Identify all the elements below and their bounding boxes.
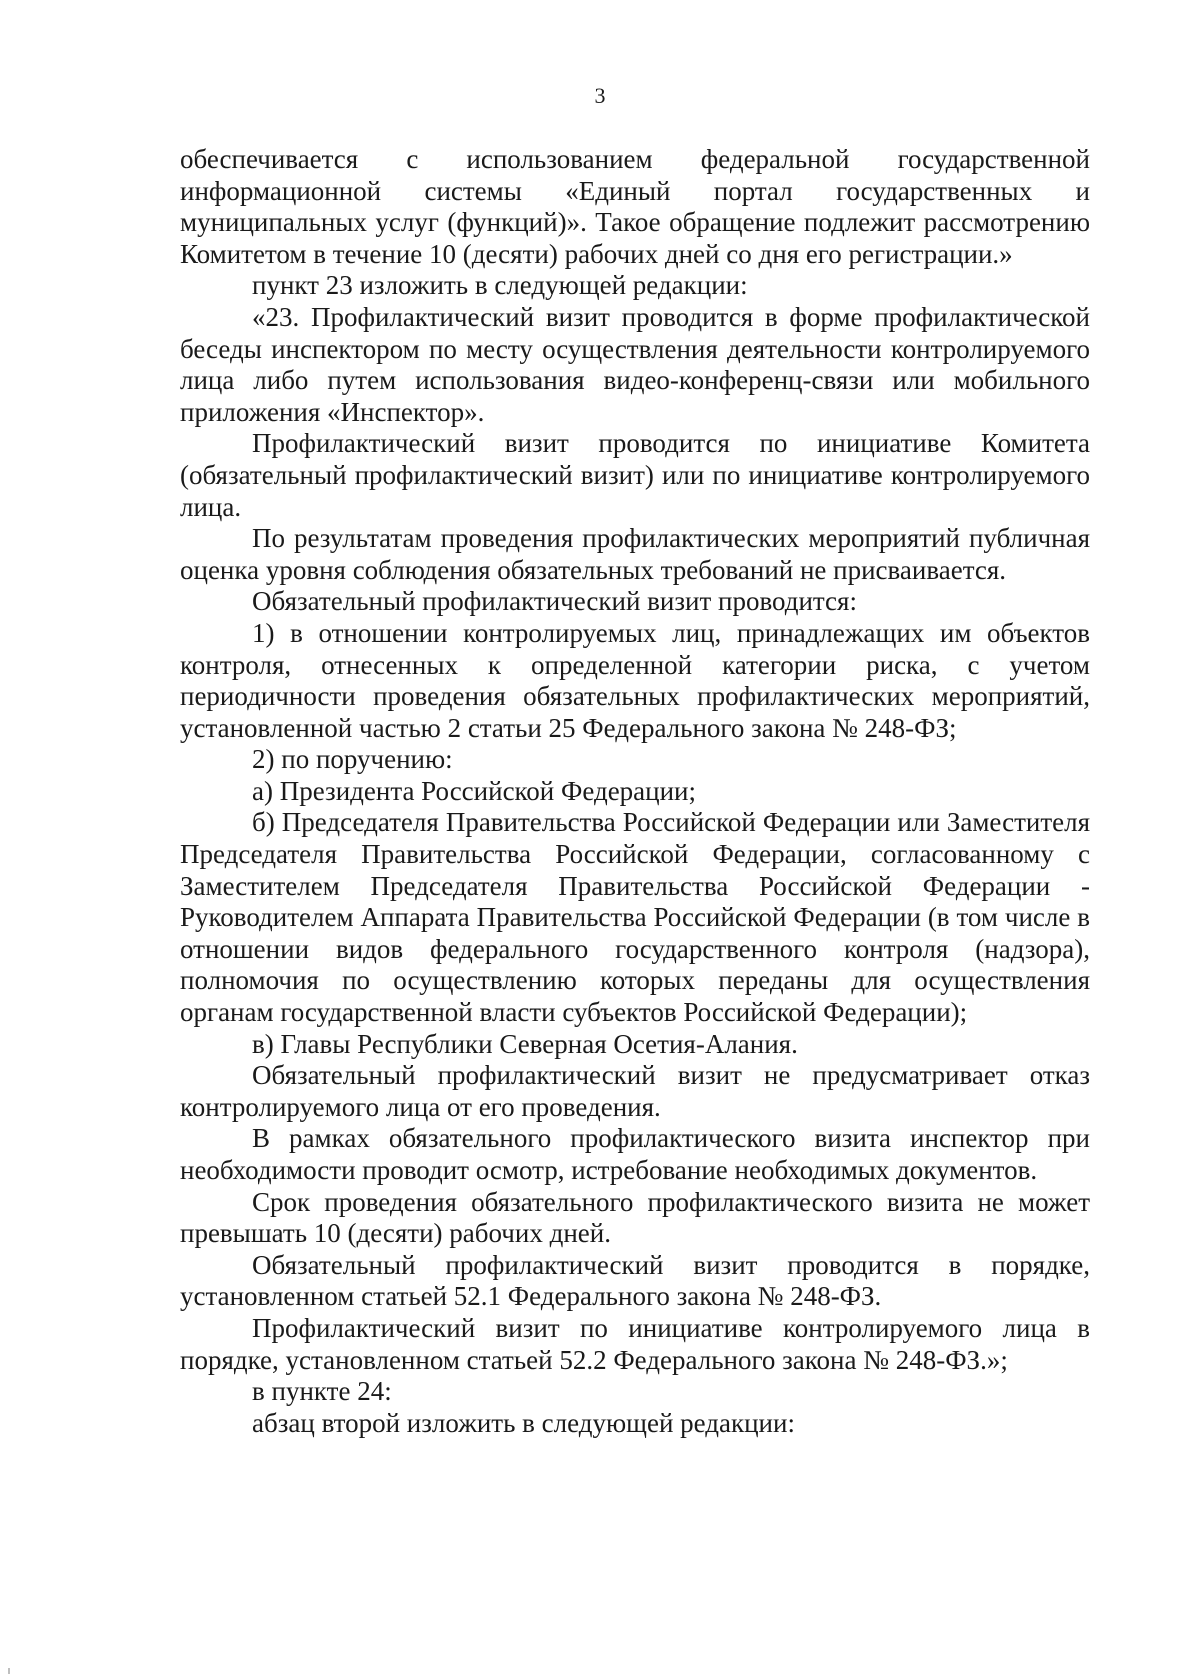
paragraph: а) Президента Российской Федерации; [252, 775, 697, 806]
paragraph: Обязательный профилактический визит проводится: [252, 586, 857, 617]
paragraph: Обязательный профилактический визит проводится в порядке, установленном статьей 52.1 Федерального закона № 248-ФЗ. [180, 1249, 1090, 1312]
paragraph: По результатам проведения профилактических мероприятий публичная оценка уровня соблюдения обязательных требований не присваивается. [180, 523, 1090, 585]
paragraph: «23. Профилактический визит проводится в форме профилактической беседы инспектором по месту осуществления деятельности контролируемого лица либо путем использования видео-конференц-связи или мобильного приложения «Инспектор». [180, 301, 1090, 427]
scan-speck [8, 1668, 10, 1674]
paragraph: обеспечивается с использованием федеральной государственной информационной системы «Единый портал государственных и муниципальных услуг (функций)». Такое обращение подлежит рассмотрению Комитетом в течение 10 (десяти) рабочих дней со дня его регистрации.» [180, 144, 1090, 269]
paragraph: Обязательный профилактический визит не предусматривает отказ контролируемого лица от его проведения. [180, 1060, 1090, 1122]
paragraph: 2) по поручению: [252, 744, 453, 775]
paragraph: В рамках обязательного профилактического визита инспектор при необходимости проводит осмотр, истребование необходимых документов. [180, 1123, 1090, 1185]
paragraph: абзац второй изложить в следующей редакции: [252, 1407, 795, 1438]
paragraph: в) Главы Республики Северная Осетия-Алания. [252, 1028, 798, 1059]
paragraph: б) Председателя Правительства Российской Федерации или Заместителя Председателя Правительства Российской Федерации, согласованному с Заместителем Председателя Правительства Российской Федерации - Руководителем Аппарата Правительства Российской Федерации (в том числе в отношении видов федерального государственного контроля (надзора), полномочия по осуществлению которых переданы для осуществления органам государственной власти субъектов Российской Федерации); [180, 807, 1090, 1028]
paragraph: Профилактический визит по инициативе контролируемого лица в порядке, установленном статьей 52.2 Федерального закона № 248-ФЗ.»; [180, 1312, 1090, 1375]
paragraph: Срок проведения обязательного профилактического визита не может превышать 10 (десяти) рабочих дней. [180, 1186, 1090, 1249]
paragraph: пункт 23 изложить в следующей редакции: [252, 270, 748, 301]
paragraph: 1) в отношении контролируемых лиц, принадлежащих им объектов контроля, отнесенных к определенной категории риска, с учетом периодичности проведения обязательных профилактических мероприятий, установленной частью 2 статьи 25 Федерального закона № 248-ФЗ; [180, 617, 1090, 743]
page-number: 3 [594, 83, 606, 108]
paragraph: в пункте 24: [252, 1376, 392, 1407]
paragraph: Профилактический визит проводится по инициативе Комитета (обязательный профилактический визит) или по инициативе контролируемого лица. [180, 428, 1090, 522]
document-body [180, 144, 1090, 1439]
